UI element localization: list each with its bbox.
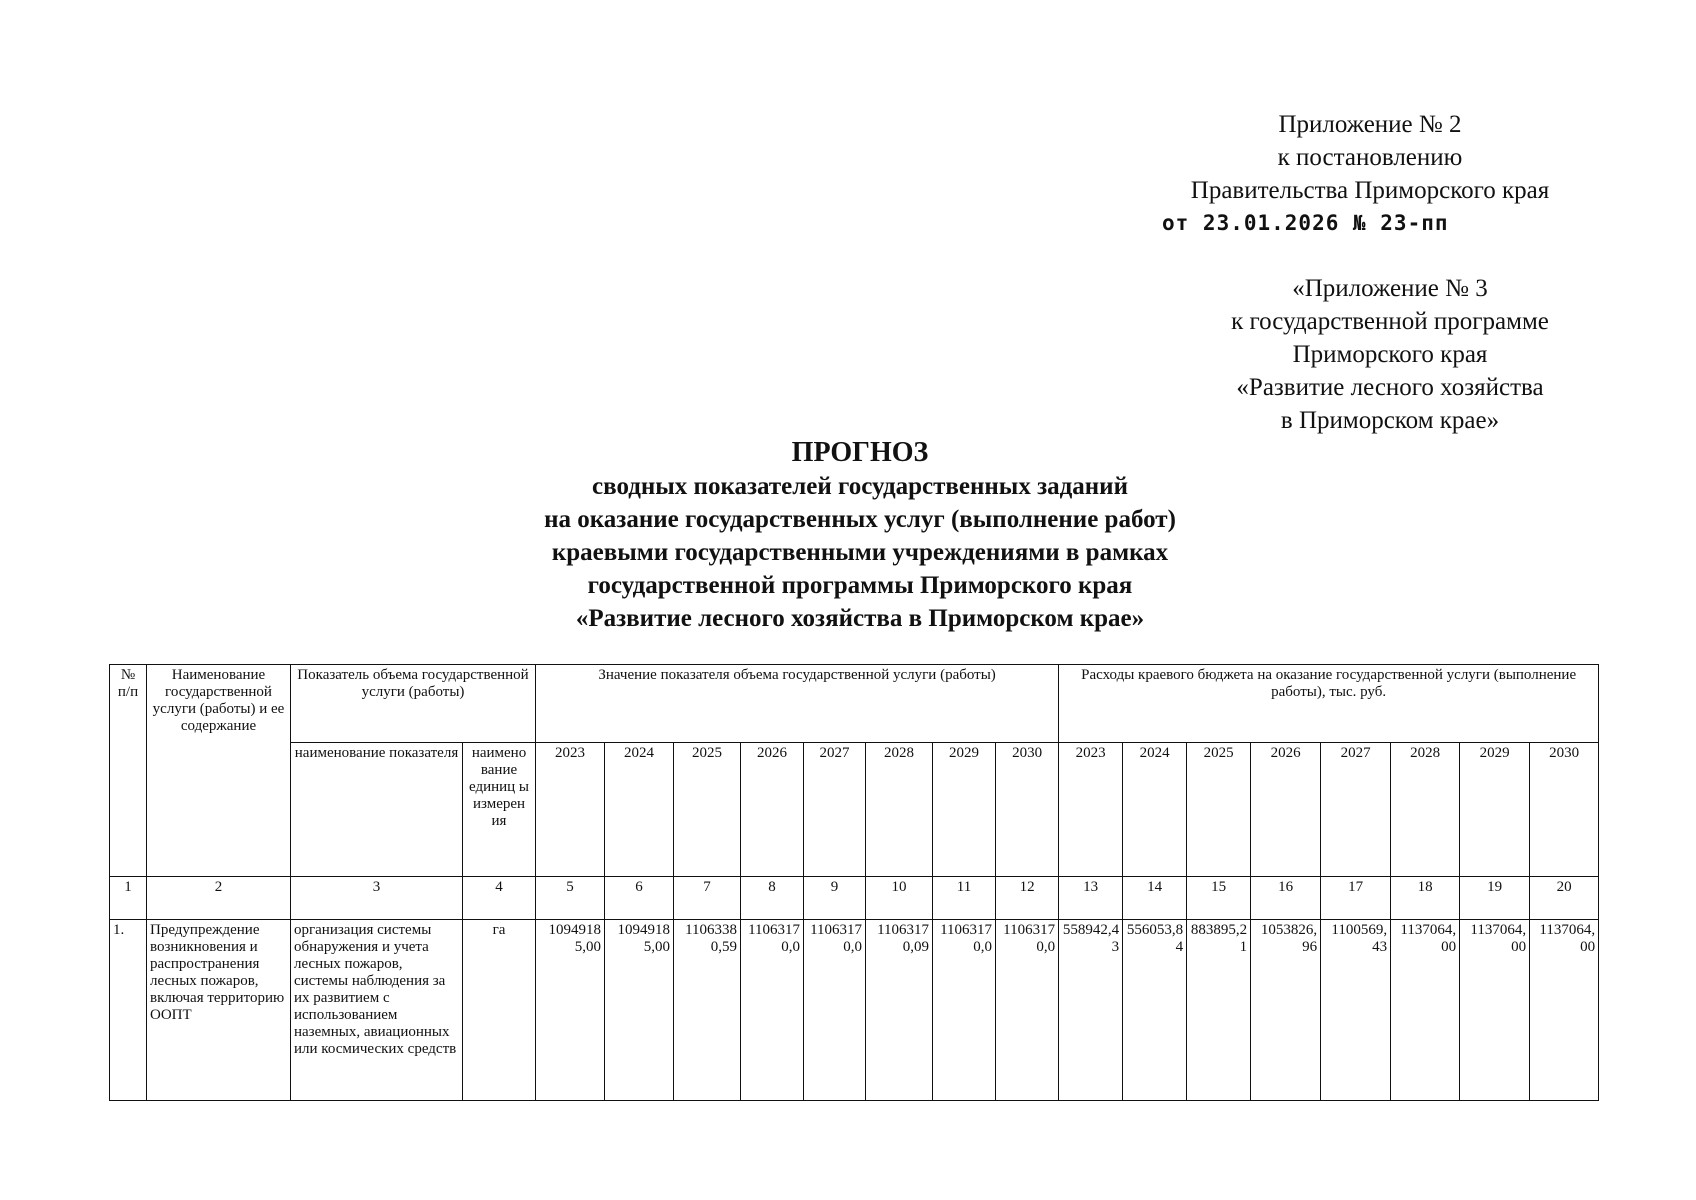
- document-title: [440, 436, 1280, 635]
- column-number: 16: [1251, 877, 1321, 920]
- header-volume-indicator: Показатель объема государственной услуги (работы): [291, 665, 536, 743]
- header-year: 2027: [1321, 743, 1391, 877]
- row-indicator-value: 11063380,59: [674, 920, 741, 1101]
- attachment-primary-decree-number: от 23.01.2026 № 23-пп: [1162, 211, 1449, 235]
- column-number: 19: [1460, 877, 1530, 920]
- forecast-table: [109, 664, 1599, 1101]
- title-line5: «Развитие лесного хозяйства в Приморском крае»: [575, 605, 1145, 632]
- header-year: 2026: [1251, 743, 1321, 877]
- column-number: 18: [1391, 877, 1460, 920]
- column-number: 2: [147, 877, 291, 920]
- column-number: 3: [291, 877, 463, 920]
- header-no: № п/п: [110, 665, 147, 877]
- row-expense-value: 883895,21: [1187, 920, 1251, 1101]
- header-year: 2028: [866, 743, 933, 877]
- column-number: 11: [933, 877, 996, 920]
- attachment-primary-line3: Правительства Приморского края: [1190, 177, 1550, 204]
- header-year: 2028: [1391, 743, 1460, 877]
- row-expense-value: 1137064,00: [1391, 920, 1460, 1101]
- row-indicator-value: 11063170,0: [933, 920, 996, 1101]
- attachment-secondary: [1180, 272, 1600, 437]
- header-year: 2029: [933, 743, 996, 877]
- attachment-primary: [1150, 108, 1590, 240]
- attachment-secondary-line2: к государственной программе: [1231, 308, 1549, 335]
- header-service-name: Наименование государственной услуги (работы) и ее содержание: [147, 665, 291, 877]
- attachment-secondary-line5: в Приморском крае»: [1280, 407, 1500, 434]
- column-number: 8: [741, 877, 804, 920]
- header-year: 2023: [1059, 743, 1123, 877]
- column-number: 12: [996, 877, 1059, 920]
- title-line1: сводных показателей государственных заданий: [592, 473, 1128, 500]
- title-line2: на оказание государственных услуг (выполнение работ): [544, 506, 1176, 533]
- attachment-secondary-line1: «Приложение № 3: [1292, 275, 1488, 302]
- column-number: 4: [463, 877, 536, 920]
- column-number: 17: [1321, 877, 1391, 920]
- row-expense-value: 1137064,00: [1530, 920, 1599, 1101]
- column-number: 10: [866, 877, 933, 920]
- table-row: [110, 920, 1599, 1101]
- attachment-secondary-line3: Приморского края: [1292, 341, 1488, 368]
- attachment-primary-line2: к постановлению: [1277, 144, 1463, 171]
- header-year: 2025: [674, 743, 741, 877]
- column-number-row: [110, 877, 1599, 920]
- header-unit-name: наимено вание единиц ы измерен ия: [463, 743, 536, 877]
- row-indicator-value: 11063170,0: [741, 920, 804, 1101]
- row-expense-value: 558942,43: [1059, 920, 1123, 1101]
- title-heading: ПРОГНОЗ: [791, 437, 929, 468]
- row-indicator-value: 10949185,00: [536, 920, 605, 1101]
- header-year: 2023: [536, 743, 605, 877]
- row-unit: га: [463, 920, 536, 1101]
- column-number: 1: [110, 877, 147, 920]
- row-indicator-value: 11063170,09: [866, 920, 933, 1101]
- header-year: 2030: [1530, 743, 1599, 877]
- attachment-secondary-line4: «Развитие лесного хозяйства: [1236, 374, 1544, 401]
- row-indicator-value: 10949185,00: [605, 920, 674, 1101]
- row-indicator-name: организация системы обнаружения и учета лесных пожаров, системы наблюдения за их развитием с использованием наземных, авиационных или космических средств: [291, 920, 463, 1101]
- header-indicator-value: Значение показателя объема государственной услуги (работы): [536, 665, 1059, 743]
- header-year: 2027: [804, 743, 866, 877]
- header-budget-expenses: Расходы краевого бюджета на оказание государственной услуги (выполнение работы), тыс. руб.: [1059, 665, 1599, 743]
- row-expense-value: 1137064,00: [1460, 920, 1530, 1101]
- column-number: 6: [605, 877, 674, 920]
- column-number: 9: [804, 877, 866, 920]
- row-expense-value: 1100569,43: [1321, 920, 1391, 1101]
- column-number: 5: [536, 877, 605, 920]
- row-expense-value: 556053,84: [1123, 920, 1187, 1101]
- row-indicator-value: 11063170,0: [804, 920, 866, 1101]
- column-number: 15: [1187, 877, 1251, 920]
- header-year: 2030: [996, 743, 1059, 877]
- row-indicator-value: 11063170,0: [996, 920, 1059, 1101]
- title-line4: государственной программы Приморского края: [587, 572, 1133, 599]
- column-number: 7: [674, 877, 741, 920]
- header-year: 2024: [605, 743, 674, 877]
- header-year: 2025: [1187, 743, 1251, 877]
- row-number: 1.: [110, 920, 147, 1101]
- attachment-primary-line1: Приложение № 2: [1278, 111, 1462, 138]
- header-year: 2029: [1460, 743, 1530, 877]
- header-indicator-name: наименование показателя: [291, 743, 463, 877]
- column-number: 20: [1530, 877, 1599, 920]
- header-year: 2024: [1123, 743, 1187, 877]
- row-expense-value: 1053826,96: [1251, 920, 1321, 1101]
- column-number: 14: [1123, 877, 1187, 920]
- row-service-name: Предупреждение возникновения и распространения лесных пожаров, включая территорию ООПТ: [147, 920, 291, 1101]
- header-year: 2026: [741, 743, 804, 877]
- column-number: 13: [1059, 877, 1123, 920]
- title-line3: краевыми государственными учреждениями в рамках: [551, 539, 1169, 566]
